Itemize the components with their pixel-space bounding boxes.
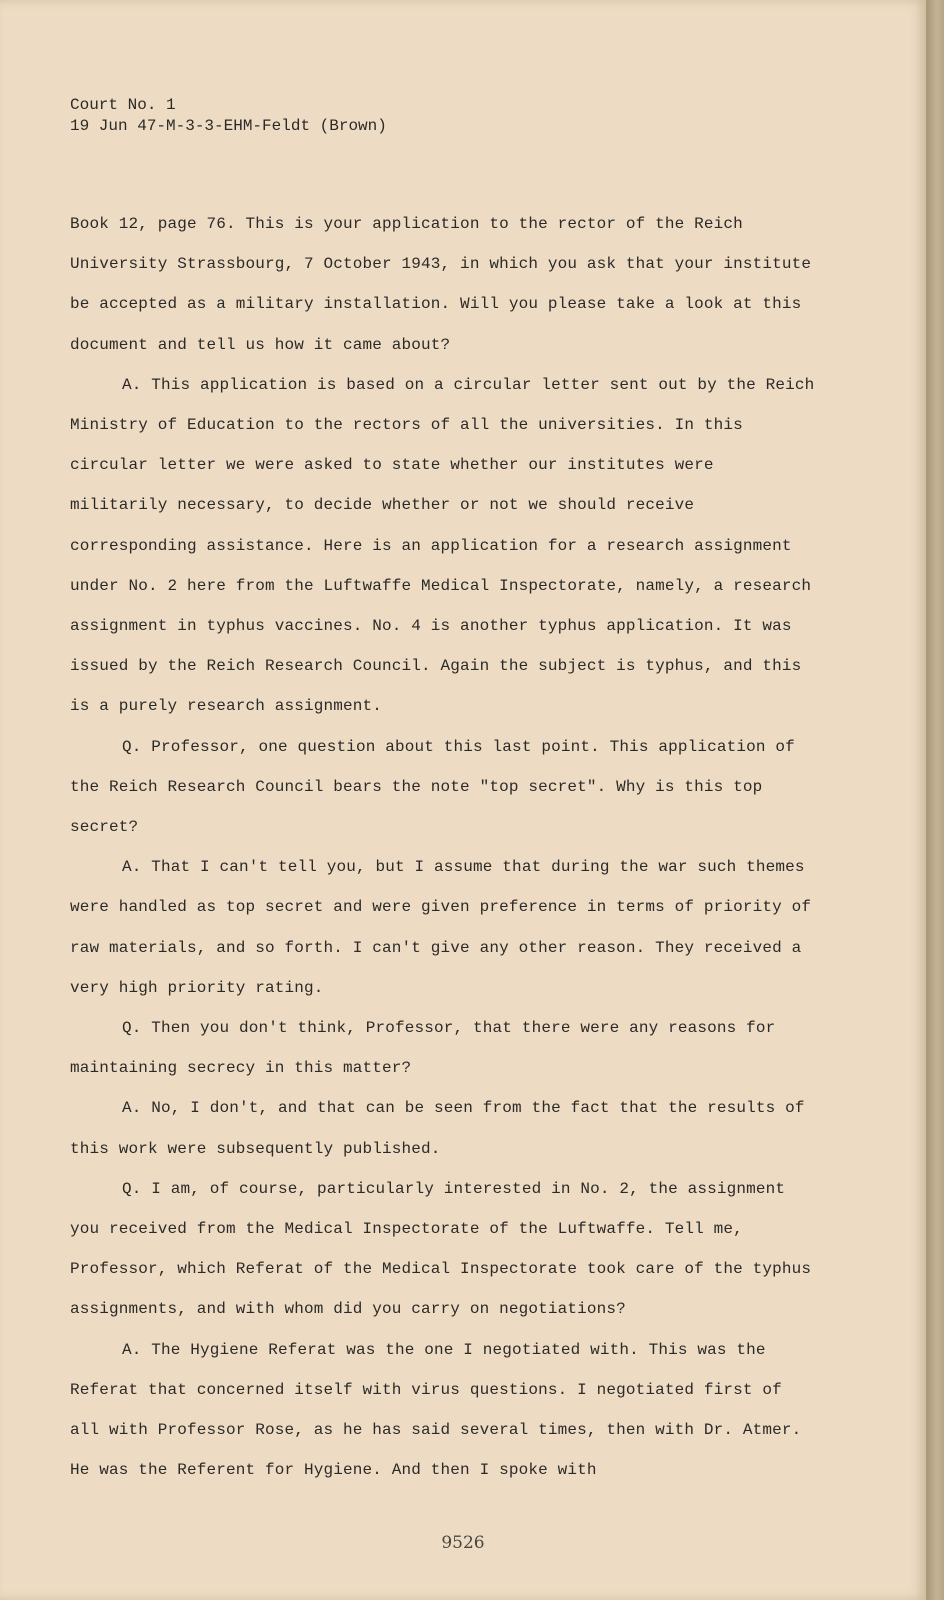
paragraph: Q. Professor, one question about this last point. This application of the Reich Research Council bears the note "top secret". Why is this top secret? xyxy=(70,737,795,837)
page-edge xyxy=(926,0,944,1600)
paragraph: Q. Then you don't think, Professor, that there were any reasons for maintaining secrecy in this matter? xyxy=(70,1019,776,1078)
header-reference: 19 Jun 47-M-3-3-EHM-Feldt (Brown) xyxy=(70,117,387,135)
paragraph: Q. I am, of course, particularly interested in No. 2, the assignment you received from the Medical Inspectorate of the Luftwaffe. Tell me, Professor, which Referat of the Medical Inspectorate took care of the typhus assignments, and with whom did you carry on negotiations? xyxy=(70,1179,812,1319)
paragraph: A. The Hygiene Referat was the one I negotiated with. This was the Referat that concerned itself with virus questions. I negotiated first of all with Professor Rose, as he has said several times, then with Dr. Atmer. He was the Referent for Hygiene. And then I spoke with xyxy=(70,1340,802,1480)
page-number: 9526 xyxy=(441,1533,485,1553)
paragraph: A. No, I don't, and that can be seen from the fact that the results of this work were subsequently published. xyxy=(70,1099,805,1158)
paragraph: Book 12, page 76. This is your application to the rector of the Reich University Strassbourg, 7 October 1943, in which you ask that your institute be accepted as a military installation. Will you please take a look at this document and tell us how it came about? xyxy=(70,215,812,354)
paragraph: A. That I can't tell you, but I assume that during the war such themes were handled as top secret and were given preference in terms of priority of raw materials, and so forth. I can't give any other reason. They received a very high priority rating. xyxy=(70,858,812,997)
header-court: Court No. 1 xyxy=(70,96,176,114)
paragraph: A. This application is based on a circular letter sent out by the Reich Ministry of Education to the rectors of all the universities. In this circular letter we were asked to state whether our institutes were militarily necessary, to decide whether or not we should receive corresponding assistance. Here is an application for a research assignment under No. 2 here from the Luftwaffe Medical Inspectorate, namely, a research assignment in typhus vaccines. No. 4 is another typhus application. It was issued by the Reich Research Council. Again the subject is typhus, and this is a purely research assignment. xyxy=(70,375,815,716)
header-block xyxy=(70,95,387,137)
document-body xyxy=(70,204,815,1491)
